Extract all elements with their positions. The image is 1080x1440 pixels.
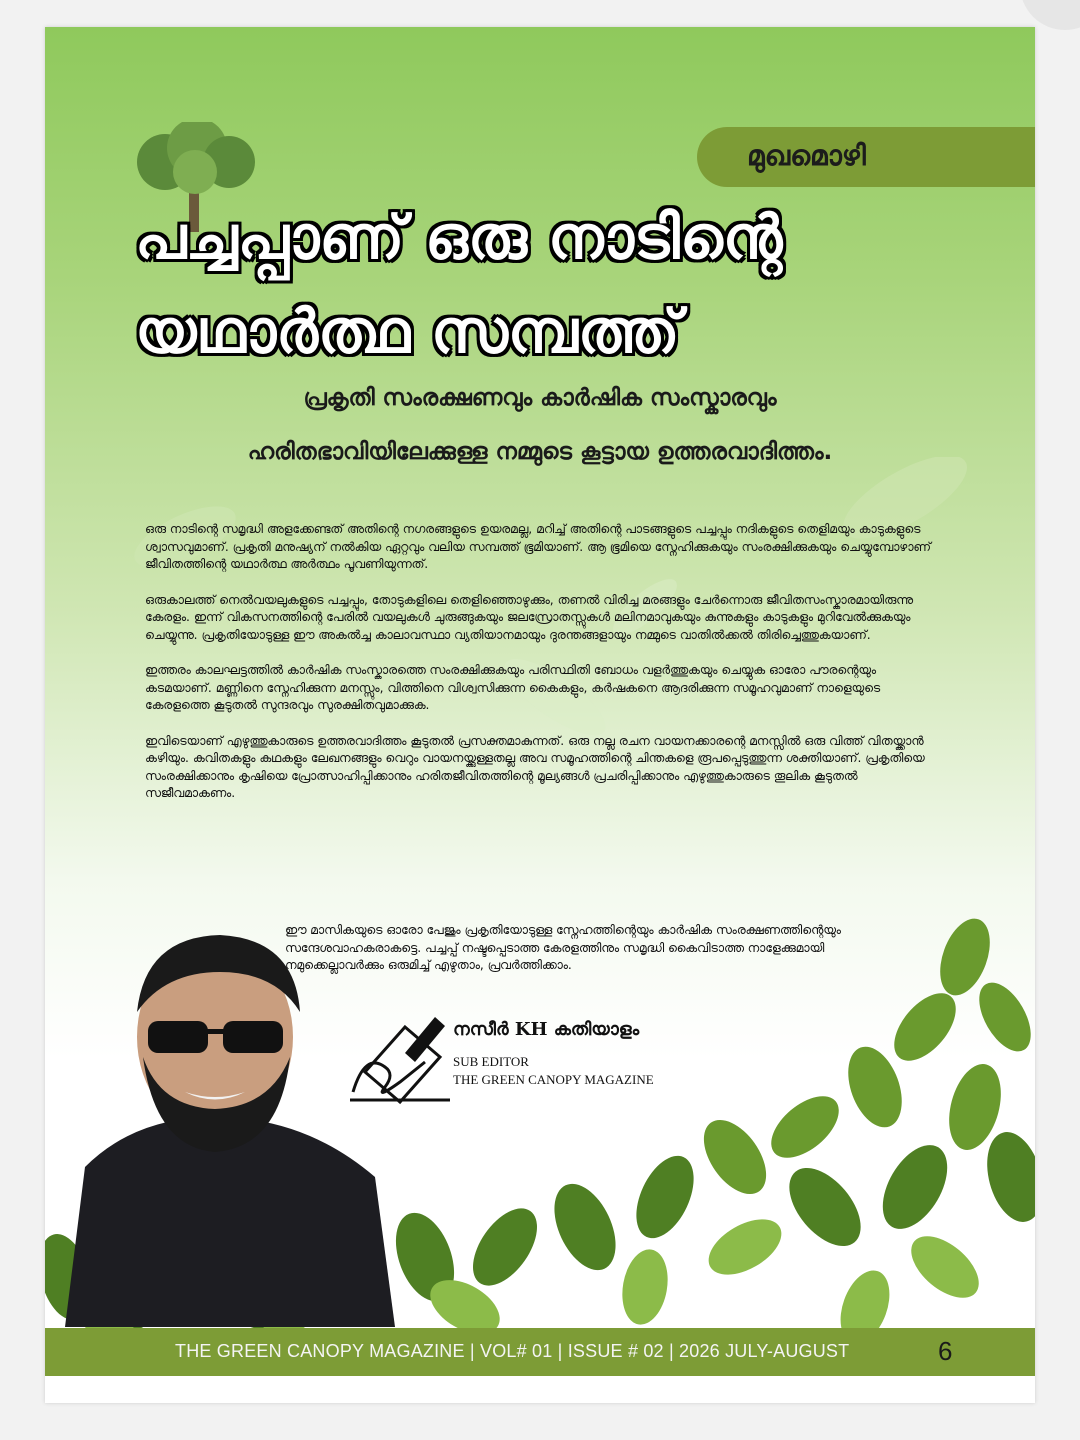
author-role-line-1: SUB EDITOR <box>453 1054 529 1069</box>
section-label-tab <box>697 127 1035 187</box>
closing-paragraph: ഈ മാസികയുടെ ഓരോ പേജും പ്രകൃതിയോടുള്ള സ്നേഹത്തിന്റെയും കാർഷിക സംരക്ഷണത്തിന്റെയും സന്ദേശവാഹകരാകട്ടെ. പച്ചപ്പ് നഷ്ടപ്പെടാത്ത കേരളത്തിനും സമൃദ്ധി കൈവിടാത്ത നാളേക്കുമായി നമുക്കെല്ലാവർക്കും ഒരുമിച്ച് എഴുതാം, പ്രവർത്തിക്കാം. <box>285 923 841 972</box>
page-corner <box>1020 0 1080 30</box>
page-number: 6 <box>938 1336 953 1366</box>
magazine-page <box>45 27 1035 1403</box>
title-line-2: യഥാർത്ഥ സമ്പത്ത് <box>135 297 680 367</box>
paragraph: ഇത്തരം കാലഘട്ടത്തിൽ കാർഷിക സംസ്കാരത്തെ സംരക്ഷിക്കുകയും പരിസ്ഥിതി ബോധം വളർത്തുകയും ചെയ്യുക ഓരോ പൗരന്റെയും കടമയാണ്. മണ്ണിനെ സ്നേഹിക്കുന്ന മനസ്സും, വിത്തിനെ വിശ്വസിക്കുന്ന കൈകളും, കർഷകനെ ആദരിക്കുന്ന സമൂഹവുമാണ് നാളെയുടെ കേരളത്തെ കൂടുതൽ സുന്ദരവും സുരക്ഷിതവുമാക്കുക. <box>145 663 881 712</box>
footer-text: THE GREEN CANOPY MAGAZINE | VOL# 01 | ISSUE # 02 | 2026 JULY-AUGUST <box>175 1341 850 1361</box>
subtitle-line-2: ഹരിതഭാവിയിലേക്കുള്ള നമ്മുടെ കൂട്ടായ ഉത്തരവാദിത്തം. <box>247 439 833 465</box>
pen-signature-icon <box>345 1012 455 1107</box>
author-name: നസീർ KH കതിയാളം <box>453 1019 640 1040</box>
author-photo <box>45 917 405 1327</box>
author-role <box>453 1053 654 1089</box>
paragraph: ഇവിടെയാണ് എഴുത്തുകാരുടെ ഉത്തരവാദിത്തം കൂടുതൽ പ്രസക്തമാകുന്നത്. ഒരു നല്ല രചന വായനക്കാരന്റെ മനസ്സിൽ ഒരു വിത്ത് വിതയ്ക്കാൻ കഴിയും. കവിതകളും കഥകളും ലേഖനങ്ങളും വെറും വായനയ്ക്കുള്ളതല്ല അവ സമൂഹത്തിന്റെ ചിന്തകളെ രൂപപ്പെടുത്തുന്ന ശക്തിയാണ്. പ്രകൃതിയെ സംരക്ഷിക്കാനും കൃഷിയെ പ്രോത്സാഹിപ്പിക്കാനും ഹരിതജീവിതത്തിന്റെ മൂല്യങ്ങൾ പ്രചരിപ്പിക്കാനും എഴുത്തുകാരുടെ തൂലിക കൂടുതൽ സജീവമാകണം. <box>145 733 925 800</box>
editorial-body <box>145 521 940 821</box>
title-line-1: പച്ചപ്പാണ് ഒരു നാടിന്റെ <box>135 203 783 273</box>
author-role-line-2: THE GREEN CANOPY MAGAZINE <box>453 1072 654 1087</box>
paragraph: ഒരു നാടിന്റെ സമൃദ്ധി അളക്കേണ്ടത് അതിന്റെ നഗരങ്ങളുടെ ഉയരമല്ല, മറിച്ച് അതിന്റെ പാടങ്ങളുടെ പച്ചപ്പും നദികളുടെ തെളിമയും കാടുകളുടെ ശ്വാസവുമാണ്. പ്രകൃതി മനുഷ്യന് നൽകിയ ഏറ്റവും വലിയ സമ്പത്ത് ഭൂമിയാണ്. ആ ഭൂമിയെ സ്നേഹിക്കുകയും സംരക്ഷിക്കുകയും ചെയ്യുമ്പോഴാണ് ജീവിതത്തിന്റെ യഥാർത്ഥ അർത്ഥം പൂവണിയുന്നത്. <box>145 522 931 571</box>
subtitle-line-1: പ്രകൃതി സംരക്ഷണവും കാർഷിക സംസ്കാരവും <box>303 385 777 411</box>
paragraph: ഒരുകാലത്ത് നെൽവയലുകളുടെ പച്ചപ്പും, തോടുകളിലെ തെളിഞ്ഞൊഴുക്കും, തണൽ വിരിച്ച മരങ്ങളും ചേർന്നൊരു ജീവിതസംസ്കാരമായിരുന്നു കേരളം. ഇന്ന് വികസനത്തിന്റെ പേരിൽ വയലുകൾ ചുരുങ്ങുകയും ജലസ്രോതസ്സുകൾ മലിനമാവുകയും കുന്നുകളും കാടുകളും മുറിവേൽക്കുകയും ചെയ്യുന്നു. പ്രകൃതിയോടുള്ള ഈ അകൽച്ച കാലാവസ്ഥാ വ്യതിയാനമായും ദുരന്തങ്ങളായും നമ്മുടെ വാതിൽക്കൽ തിരിച്ചെത്തുകയാണ്. <box>145 592 913 642</box>
section-label: മുഖമൊഴി <box>747 139 866 172</box>
page-footer <box>45 1328 1035 1376</box>
